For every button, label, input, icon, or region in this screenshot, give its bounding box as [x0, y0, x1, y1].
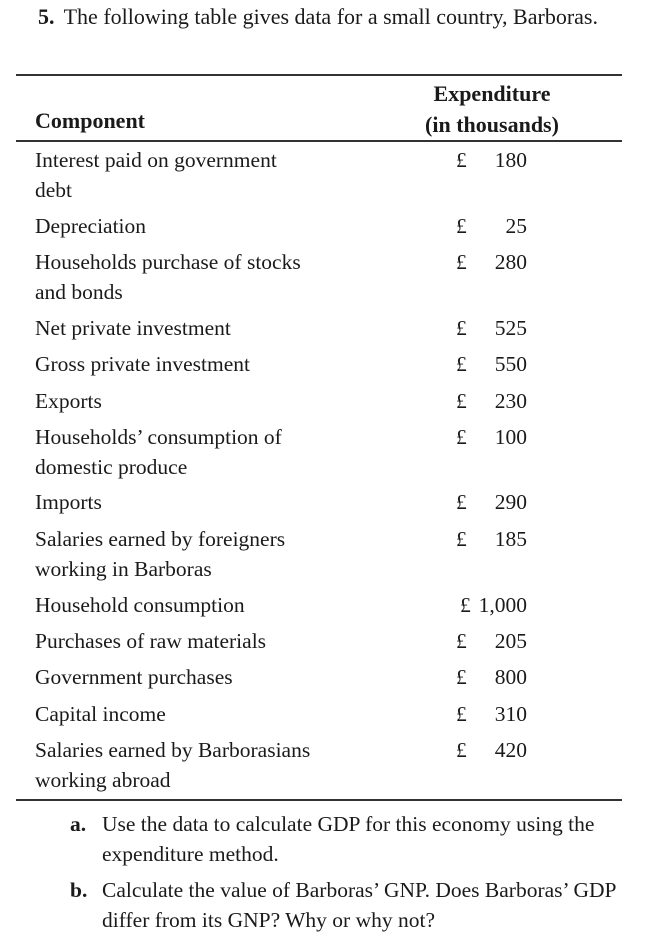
currency-symbol: £: [456, 490, 467, 514]
currency-symbol: £: [456, 665, 467, 689]
component-cell: Purchases of raw materials: [35, 629, 267, 653]
currency-symbol: £: [456, 629, 467, 653]
amount-cell: 280: [494, 250, 527, 274]
part-b-label: b.: [70, 878, 88, 902]
component-cell: Exports: [35, 389, 102, 413]
amount-cell: 800: [494, 665, 527, 689]
component-cell: Salaries earned by Barborasians working abroad: [35, 738, 311, 792]
table-bottom-rule: [16, 799, 622, 801]
currency-symbol: £: [456, 425, 467, 449]
part-b: [70, 875, 630, 935]
question-number: 5.: [38, 4, 55, 29]
component-cell: Salaries earned by foreigners working in Barboras: [35, 527, 286, 581]
expenditure-header-line2: (in thousands): [425, 112, 559, 137]
question-text: [38, 2, 638, 32]
amount-cell: 310: [494, 702, 527, 726]
table-header-rule: [16, 140, 622, 142]
expenditure-header-line1: Expenditure: [433, 81, 551, 106]
component-cell: Household consumption: [35, 593, 245, 617]
currency-symbol: £: [456, 702, 467, 726]
part-a-text: Use the data to calculate GDP for this economy using the expenditure method.: [102, 812, 595, 866]
amount-cell: 205: [494, 629, 527, 653]
amount-cell: 420: [494, 738, 527, 762]
currency-symbol: £: [456, 250, 467, 274]
part-b-text: Calculate the value of Barboras’ GNP. Does Barboras’ GDP differ from its GNP? Why or why not?: [102, 878, 616, 932]
currency-symbol: £: [456, 148, 467, 172]
currency-symbol: £: [456, 316, 467, 340]
column-header-component: Component: [35, 108, 146, 133]
column-header-expenditure: [408, 78, 576, 140]
amount-cell: 550: [494, 352, 527, 376]
component-cell: Imports: [35, 490, 102, 514]
amount-cell: 100: [494, 425, 527, 449]
part-a: [70, 809, 630, 869]
table-top-rule: [16, 74, 622, 76]
component-cell: Households’ consumption of domestic produce: [35, 425, 282, 479]
component-cell: Gross private investment: [35, 352, 250, 376]
question-parts: [70, 809, 630, 941]
currency-symbol: £: [456, 738, 467, 762]
amount-cell: 290: [494, 490, 527, 514]
component-cell: Capital income: [35, 702, 166, 726]
part-a-label: a.: [70, 812, 87, 836]
component-cell: Net private investment: [35, 316, 231, 340]
currency-symbol: £: [456, 352, 467, 376]
amount-cell: 180: [494, 148, 527, 172]
component-cell: Households purchase of stocks and bonds: [35, 250, 301, 304]
component-cell: Depreciation: [35, 214, 147, 238]
question-body: The following table gives data for a small country, Barboras.: [63, 4, 598, 29]
currency-symbol: £: [456, 214, 467, 238]
component-cell: Interest paid on government debt: [35, 148, 277, 202]
amount-cell: 525: [494, 316, 527, 340]
currency-symbol: £: [460, 593, 471, 617]
currency-symbol: £: [456, 389, 467, 413]
component-cell: Government purchases: [35, 665, 233, 689]
amount-cell: 185: [494, 527, 527, 551]
amount-cell: 1,000: [478, 593, 527, 617]
amount-cell: 230: [494, 389, 527, 413]
currency-symbol: £: [456, 527, 467, 551]
amount-cell: 25: [505, 214, 527, 238]
